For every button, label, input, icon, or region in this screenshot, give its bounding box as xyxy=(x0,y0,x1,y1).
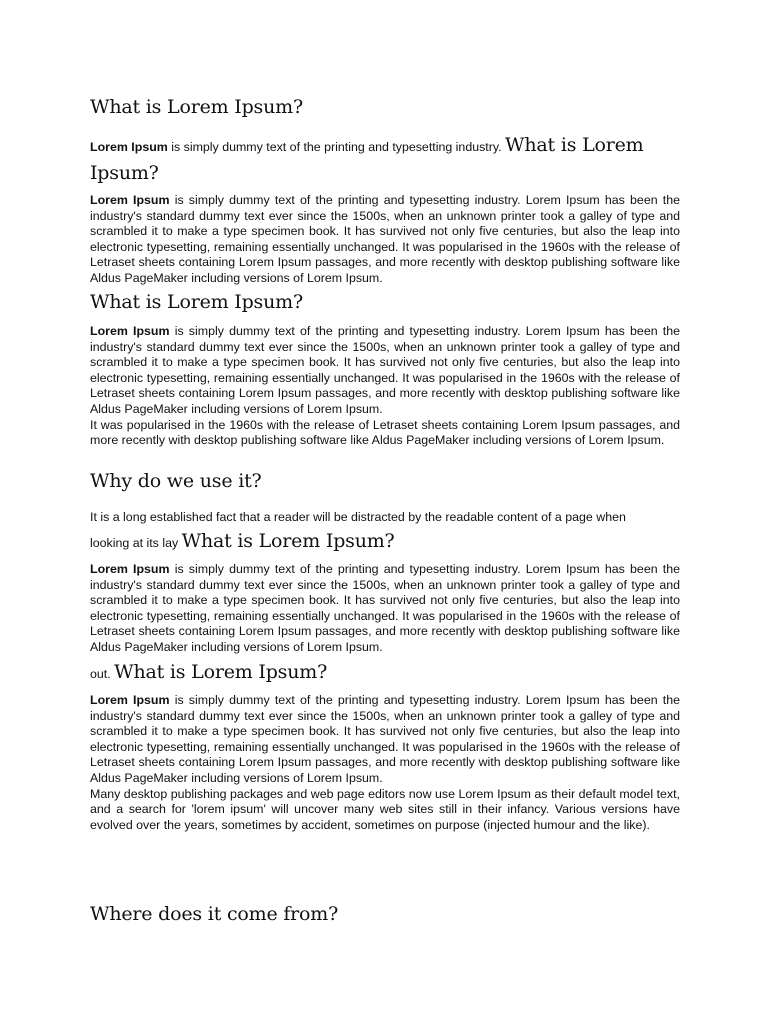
lorem-bold: Lorem Ipsum xyxy=(90,193,170,207)
inline-heading-part2: Ipsum? xyxy=(90,162,159,184)
paragraph-body: is simply dummy text of the printing and typesetting industry. Lorem Ipsum has been the industry's standard dummy text ever since the 1500s, when an unknown printer took a galley of type and scrambled it to make a type specimen book. It has survived not only five centuries, but also the leap into electronic typesetting, remaining essentially unchanged. It was popularised in the 1960s with the release of Letraset sheets containing Lorem Ipsum passages, and more recently with desktop publishing software like Aldus PageMaker including versions of Lorem Ipsum. xyxy=(90,193,680,285)
inline-heading-continued xyxy=(90,161,680,185)
paragraph-text xyxy=(90,324,680,418)
intro-text: is simply dummy text of the printing and typesetting industry. xyxy=(167,140,506,154)
heading-what-is-lorem-ipsum-2 xyxy=(90,290,680,314)
heading-where-does-it-come-from xyxy=(90,902,680,926)
intro-paragraph xyxy=(90,131,680,161)
paragraph-text xyxy=(90,693,680,787)
heading-text: What is Lorem Ipsum? xyxy=(90,96,303,118)
many-desktop-paragraph: Many desktop publishing packages and web page editors now use Lorem Ipsum as their default model text, and a search for 'lorem ipsum' will uncover many web sites still in their infancy. Various versions have evolved over the years, sometimes by accident, sometimes on purpose (injected humour and the like). xyxy=(90,786,680,832)
out-line xyxy=(90,658,680,688)
inline-heading: What is Lorem Ipsum? xyxy=(181,530,395,552)
why-text-1: It is a long established fact that a reader will be distracted by the readable content of a page when xyxy=(90,510,626,524)
out-text-wrap xyxy=(90,658,680,688)
lorem-bold: Lorem Ipsum xyxy=(90,562,170,576)
paragraph-2 xyxy=(90,324,680,449)
paragraph-4 xyxy=(90,693,680,833)
why-line-1 xyxy=(90,510,680,526)
heading-text: What is Lorem Ipsum? xyxy=(90,291,303,313)
why-text-2-wrap xyxy=(90,527,680,557)
paragraph-body: is simply dummy text of the printing and typesetting industry. Lorem Ipsum has been the industry's standard dummy text ever since the 1500s, when an unknown printer took a galley of type and scrambled it to make a type specimen book. It has survived not only five centuries, but also the leap into electronic typesetting, remaining essentially unchanged. It was popularised in the 1960s with the release of Letraset sheets containing Lorem Ipsum passages, and more recently with desktop publishing software like Aldus PageMaker including versions of Lorem Ipsum. xyxy=(90,693,680,785)
paragraph-text xyxy=(90,562,680,656)
why-line-2 xyxy=(90,527,680,557)
lorem-bold: Lorem Ipsum xyxy=(90,140,168,154)
lorem-bold: Lorem Ipsum xyxy=(90,324,170,338)
popularised-paragraph: It was popularised in the 1960s with the release of Letraset sheets containing Lorem Ipsum passages, and more recently with desktop publishing software like Aldus PageMaker including versions of Lorem Ipsum. xyxy=(90,417,680,448)
paragraph-body: is simply dummy text of the printing and typesetting industry. Lorem Ipsum has been the industry's standard dummy text ever since the 1500s, when an unknown printer took a galley of type and scrambled it to make a type specimen book. It has survived not only five centuries, but also the leap into electronic typesetting, remaining essentially unchanged. It was popularised in the 1960s with the release of Letraset sheets containing Lorem Ipsum passages, and more recently with desktop publishing software like Aldus PageMaker including versions of Lorem Ipsum. xyxy=(90,562,680,654)
heading-what-is-lorem-ipsum xyxy=(90,95,680,119)
heading-text: Why do we use it? xyxy=(90,470,262,492)
intro-line xyxy=(90,131,680,161)
out-text: out. xyxy=(90,667,115,681)
heading-why-do-we-use-it xyxy=(90,469,680,493)
paragraph-3 xyxy=(90,562,680,656)
paragraph-body: is simply dummy text of the printing and typesetting industry. Lorem Ipsum has been the industry's standard dummy text ever since the 1500s, when an unknown printer took a galley of type and scrambled it to make a type specimen book. It has survived not only five centuries, but also the leap into electronic typesetting, remaining essentially unchanged. It was popularised in the 1960s with the release of Letraset sheets containing Lorem Ipsum passages, and more recently with desktop publishing software like Aldus PageMaker including versions of Lorem Ipsum. xyxy=(90,324,680,416)
paragraph-1 xyxy=(90,193,680,287)
lorem-bold: Lorem Ipsum xyxy=(90,693,170,707)
paragraph-text xyxy=(90,193,680,287)
why-text-2: looking at its lay xyxy=(90,536,182,550)
inline-heading-part1: What is Lorem xyxy=(505,134,644,156)
heading-text: Where does it come from? xyxy=(90,903,339,925)
inline-heading: What is Lorem Ipsum? xyxy=(114,661,328,683)
